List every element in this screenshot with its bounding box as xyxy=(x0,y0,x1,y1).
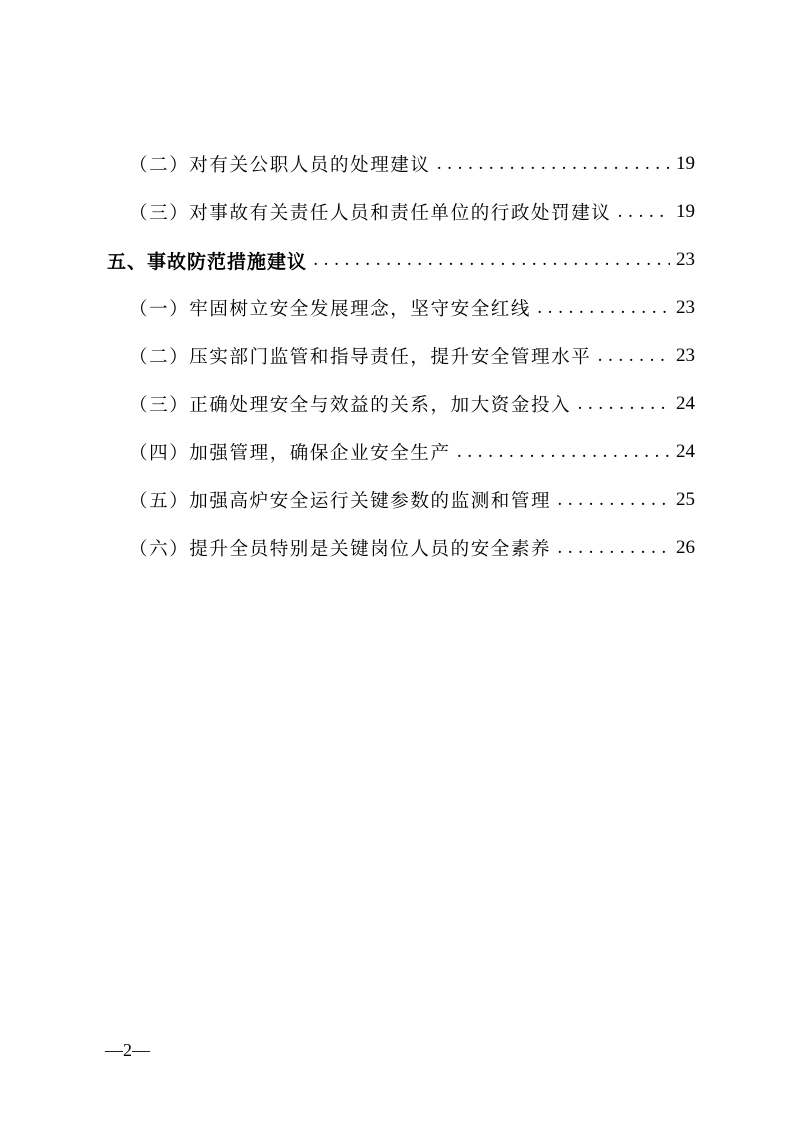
toc-entry-page: 24 xyxy=(676,393,695,414)
toc-entry-page: 19 xyxy=(676,201,695,222)
toc-dot-leader xyxy=(557,490,670,510)
toc-entry-staff-safety-literacy xyxy=(107,524,695,572)
toc-section-title: 五、事故防范措施建议 xyxy=(107,250,308,273)
toc-entry-title: （六）提升全员特别是关键岗位人员的安全素养 xyxy=(129,539,552,560)
toc-entry-administrative-penalty xyxy=(107,188,695,236)
toc-entry-title: （一）牢固树立安全发展理念，坚守安全红线 xyxy=(129,299,532,320)
toc-entry-strengthen-management xyxy=(107,428,695,476)
toc-entry-public-officials xyxy=(107,140,695,188)
toc-entry-title: （五）加强高炉安全运行关键参数的监测和管理 xyxy=(129,491,552,512)
toc-entry-page: 23 xyxy=(676,297,695,318)
toc-entry-page: 23 xyxy=(676,249,695,270)
toc-dot-leader xyxy=(597,346,670,366)
table-of-contents xyxy=(107,140,695,572)
toc-dot-leader xyxy=(457,442,670,462)
toc-dot-leader xyxy=(537,298,670,318)
toc-entry-blast-furnace-monitoring xyxy=(107,476,695,524)
toc-dot-leader xyxy=(557,538,670,558)
toc-entry-safety-and-benefit xyxy=(107,380,695,428)
toc-entry-title: （二）压实部门监管和指导责任，提升安全管理水平 xyxy=(129,347,592,368)
toc-entry-safety-philosophy xyxy=(107,284,695,332)
toc-entry-supervision-responsibility xyxy=(107,332,695,380)
toc-entry-page: 24 xyxy=(676,441,695,462)
toc-entry-title: （三）对事故有关责任人员和责任单位的行政处罚建议 xyxy=(129,203,612,224)
toc-entry-title: （四）加强管理，确保企业安全生产 xyxy=(129,443,451,464)
toc-entry-page: 23 xyxy=(676,345,695,366)
toc-entry-title: （二）对有关公职人员的处理建议 xyxy=(129,155,431,176)
toc-dot-leader xyxy=(617,202,670,222)
toc-entry-page: 19 xyxy=(676,153,695,174)
page-number: —2— xyxy=(105,1040,150,1060)
toc-entry-page: 26 xyxy=(676,537,695,558)
toc-dot-leader xyxy=(577,394,670,414)
toc-dot-leader xyxy=(313,250,670,270)
toc-section-prevention-measures xyxy=(107,236,695,284)
toc-entry-page: 25 xyxy=(676,489,695,510)
toc-dot-leader xyxy=(437,154,670,174)
toc-entry-title: （三）正确处理安全与效益的关系，加大资金投入 xyxy=(129,395,572,416)
